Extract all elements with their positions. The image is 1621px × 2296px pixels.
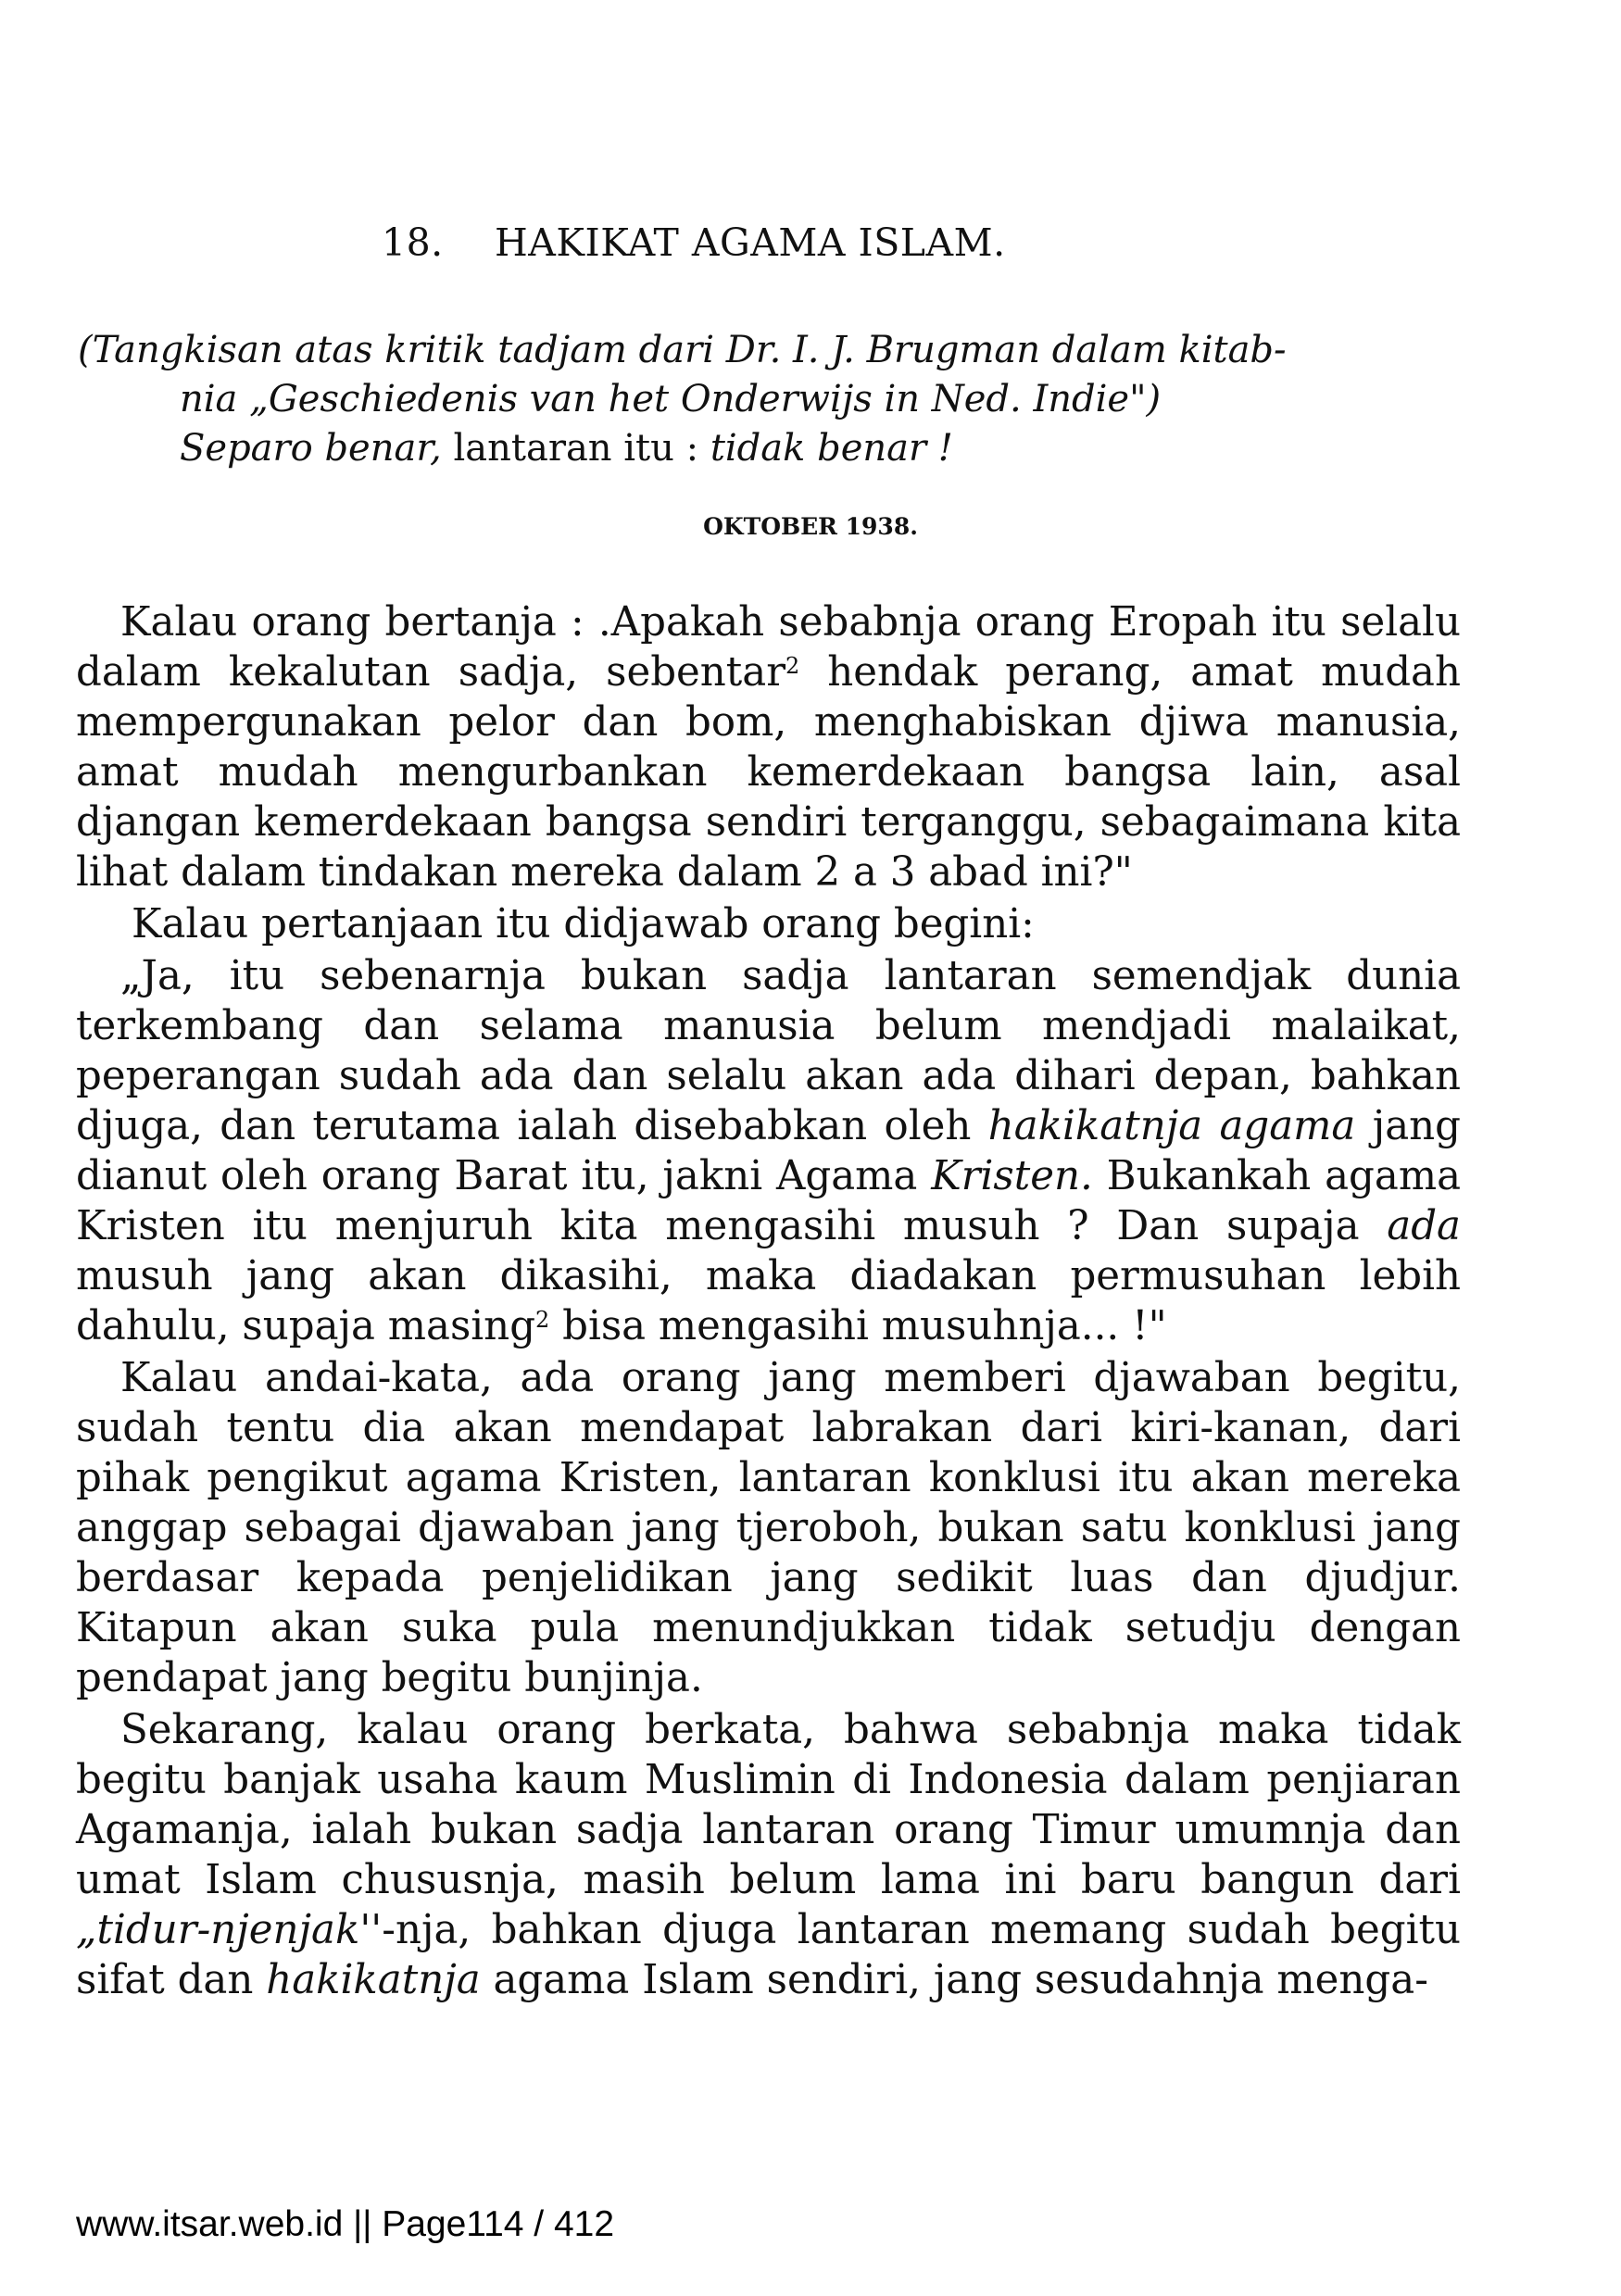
paragraph-5 bbox=[76, 1705, 1461, 2005]
chapter-date: OKTOBER 1938. bbox=[703, 513, 918, 540]
paragraph-1 bbox=[76, 597, 1461, 897]
paragraph-3-italic-1: hakikatnja agama bbox=[987, 1103, 1356, 1149]
paragraph-3-text-b: jang dianut oleh orang Barat itu, jakni Agama bbox=[76, 1103, 1461, 1199]
paragraph-4: Kalau andai-kata, ada orang jang memberi djawaban begitu, sudah tentu dia akan mendapat labrakan dari kiri-kanan, dari pihak pengikut agama Kristen, lantaran konklusi itu akan mereka anggap sebagai djawaban jang tjeroboh, bukan satu konklusi jang berdasar kepada penjelidikan jang sedikit luas dan djudjur. Kitapun akan suka pula menundjukkan tidak setudju dengan pendapat jang begitu bunjinja. bbox=[76, 1355, 1461, 1701]
paragraph-3-text-a: „Ja, itu sebenarnja bukan sadja lantaran semendjak dunia terkembang dan selama manusia belum mendjadi malaikat, peperangan sudah ada dan selalu akan ada dihari depan, bahkan djuga, dan terutama ialah disebabkan oleh bbox=[76, 953, 1461, 1149]
chapter-subtitle bbox=[78, 326, 1486, 473]
paragraph-3-text-c: Bukankah agama Kristen itu menjuruh kita mengasihi musuh ? Dan supaja bbox=[76, 1153, 1462, 1249]
subtitle-line-2: nia „Geschiedenis van het Onderwijs in Ned. Indie") bbox=[180, 378, 1162, 420]
paragraph-5-text-a: Sekarang, kalau orang berkata, bahwa sebabnja maka tidak begitu banjak usaha kaum Muslimin di Indonesia dalam penjiaran Agamanja, ialah bukan sadja lantaran orang Timur umumnja dan umat Islam chususnja, masih belum lama ini baru bangun dari bbox=[76, 1707, 1461, 1903]
subtitle-line-3-part-a: Separo benar, bbox=[180, 427, 442, 470]
paragraph-5-text-b: ''-nja, bahkan djuga lantaran memang sudah begitu sifat dan bbox=[76, 1907, 1461, 2003]
paragraph-3-italic-3: ada bbox=[1387, 1203, 1461, 1249]
paragraph-5-italic-2: hakikatnja bbox=[266, 1957, 481, 2003]
subtitle-line-3-part-c: tidak benar ! bbox=[710, 427, 953, 470]
paragraph-3-superscript: 2 bbox=[535, 1306, 550, 1333]
page-footer: www.itsar.web.id || Page114 / 412 bbox=[76, 2204, 615, 2244]
chapter-title: HAKIKAT AGAMA ISLAM. bbox=[495, 220, 1006, 265]
paragraph-3-text-d: musuh jang akan dikasihi, maka diadakan permusuhan lebih dahulu, supaja masing bbox=[76, 1253, 1461, 1349]
subtitle-line-3 bbox=[78, 424, 1486, 473]
subtitle-line-1: (Tangkisan atas kritik tadjam dari Dr. I. J. Brugman dalam kitab- bbox=[78, 329, 1287, 371]
paragraph-5-text-c: agama Islam sendiri, jang sesudahnja menga- bbox=[480, 1957, 1428, 2003]
paragraph-3-text-e: bisa mengasihi musuhnja... !" bbox=[549, 1303, 1167, 1349]
subtitle-line-3-part-b: lantaran itu : bbox=[441, 427, 710, 470]
paragraph-1-text-b: hendak perang, amat mudah mempergunakan pelor dan bom, menghabiskan djiwa manusia, amat mudah mengurbankan kemerdekaan bangsa lain, asal djangan kemerdekaan bangsa sendiri terganggu, sebagaimana kita lihat dalam tindakan mereka dalam 2 a 3 abad ini?" bbox=[76, 649, 1461, 896]
paragraph-1-text-a: Kalau orang bertanja : .Apakah sebabnja orang Eropah itu selalu dalam kekalutan sadja, sebentar bbox=[76, 599, 1461, 696]
chapter-heading bbox=[382, 220, 1006, 265]
paragraph-3 bbox=[76, 951, 1461, 1351]
paragraph-3-italic-2: Kristen. bbox=[931, 1153, 1093, 1199]
body-text bbox=[76, 597, 1461, 2005]
chapter-number: 18. bbox=[382, 220, 444, 265]
paragraph-2: Kalau pertanjaan itu didjawab orang begini: bbox=[132, 901, 1035, 947]
paragraph-5-italic-1: „tidur-njenjak bbox=[76, 1907, 360, 1953]
paragraph-1-superscript: 2 bbox=[785, 652, 800, 679]
